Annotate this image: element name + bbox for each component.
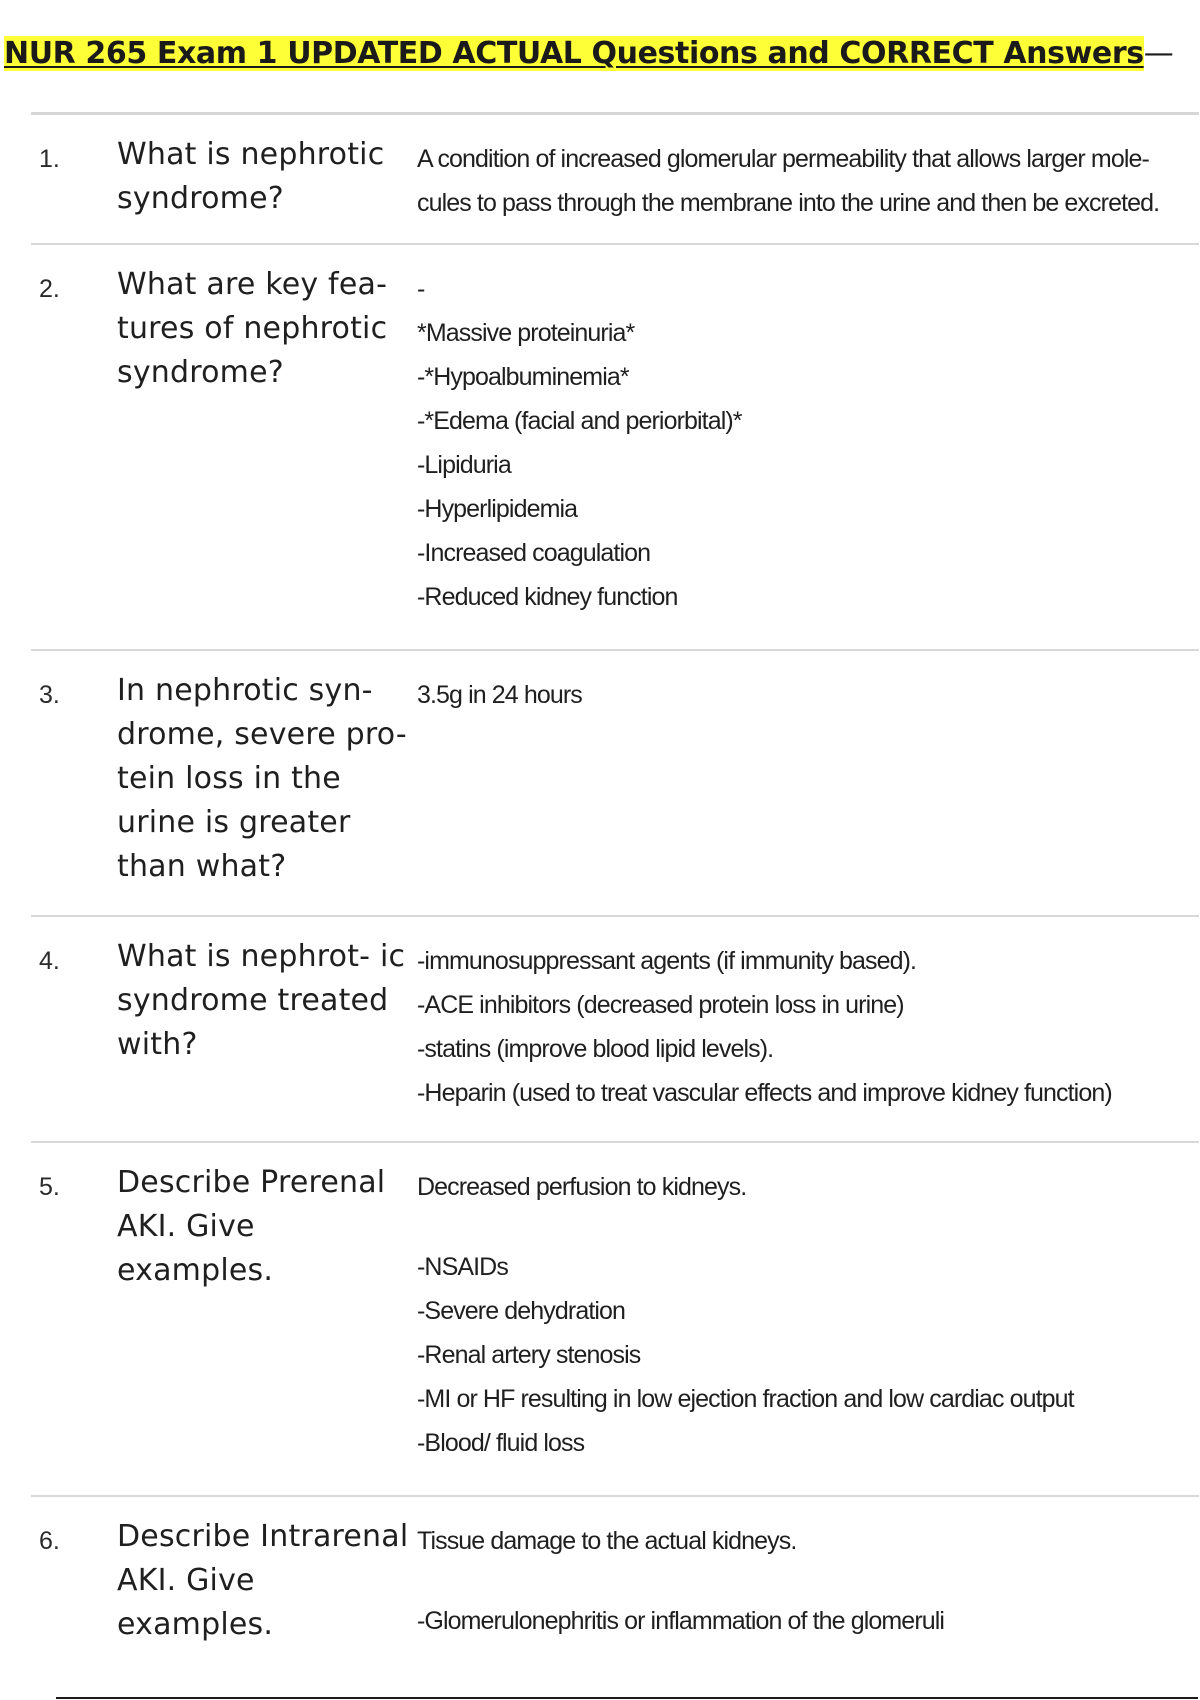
answer-spacer	[417, 1209, 1199, 1245]
answer-line: -Severe dehydration	[417, 1297, 626, 1325]
question-text: Describe Intrarenal AKI. Give examples.	[117, 1519, 409, 1642]
qa-table	[31, 112, 1199, 1647]
answer-line: A condition of increased glomerular permeability that allows larger mole-	[417, 145, 1149, 173]
answer-line: -*Hypoalbuminemia*	[417, 363, 629, 391]
answer-line: -statins (improve blood lipid levels).	[417, 1035, 774, 1063]
qa-row-5	[31, 1142, 1199, 1496]
question-number: 6.	[39, 1527, 60, 1555]
answer-spacer	[417, 1563, 1199, 1599]
document-title-dash: —	[1143, 36, 1174, 71]
answer-line: *Massive proteinuria*	[417, 319, 635, 347]
answer-line: -NSAIDs	[417, 1253, 508, 1281]
answer-cell	[417, 1142, 1199, 1496]
question-number: 2.	[39, 275, 60, 303]
answer-line: -Lipiduria	[417, 451, 511, 479]
question-text: What are key fea- tures of nephrotic syndrome?	[117, 267, 388, 390]
answer-line: -MI or HF resulting in low ejection fraction and low cardiac output	[417, 1385, 1074, 1413]
answer-line: -*Edema (facial and periorbital)*	[417, 407, 742, 435]
answer-line: -	[417, 275, 425, 303]
answer-line: -Glomerulonephritis or inflammation of the glomeruli	[417, 1607, 945, 1635]
question-text: Describe Prerenal AKI. Give examples.	[117, 1165, 386, 1288]
answer-cell	[417, 916, 1199, 1142]
answer-line: -Renal artery stenosis	[417, 1341, 641, 1369]
question-number: 4.	[39, 947, 60, 975]
answer-line: -Hyperlipidemia	[417, 495, 578, 523]
answer-line: -Heparin (used to treat vascular effects and improve kidney function)	[417, 1079, 1112, 1107]
answer-cell	[417, 244, 1199, 650]
answer-line: -Reduced kidney function	[417, 583, 678, 611]
answer-line: cules to pass through the membrane into the urine and then be excreted.	[417, 189, 1160, 217]
answer-line: -Blood/ fluid loss	[417, 1429, 585, 1457]
answer-line: 3.5g in 24 hours	[417, 681, 582, 709]
question-number: 3.	[39, 681, 60, 709]
answer-line: Tissue damage to the actual kidneys.	[417, 1527, 797, 1555]
document-title	[4, 34, 1173, 74]
footer-rule	[56, 1697, 1198, 1699]
answer-cell	[417, 114, 1199, 245]
qa-row-4	[31, 916, 1199, 1142]
answer-cell	[417, 1496, 1199, 1647]
answer-line: -ACE inhibitors (decreased protein loss in urine)	[417, 991, 904, 1019]
question-number: 1.	[39, 145, 60, 173]
answer-line: Decreased perfusion to kidneys.	[417, 1173, 747, 1201]
qa-row-1	[31, 114, 1199, 245]
question-text: What is nephrotic syndrome?	[117, 137, 385, 216]
question-text: What is nephrot- ic syndrome treated with?	[117, 939, 406, 1062]
qa-table-body	[31, 114, 1199, 1648]
question-text: In nephrotic syn- drome, severe pro- tein loss in the urine is greater than what?	[117, 673, 407, 884]
qa-row-2	[31, 244, 1199, 650]
answer-cell	[417, 650, 1199, 916]
qa-row-6	[31, 1496, 1199, 1647]
answer-line: -Increased coagulation	[417, 539, 651, 567]
question-number: 5.	[39, 1173, 60, 1201]
qa-row-3	[31, 650, 1199, 916]
document-title-highlight: NUR 265 Exam 1 UPDATED ACTUAL Questions and CORRECT Answers	[4, 36, 1144, 71]
answer-line: -immunosuppressant agents (if immunity based).	[417, 947, 917, 975]
